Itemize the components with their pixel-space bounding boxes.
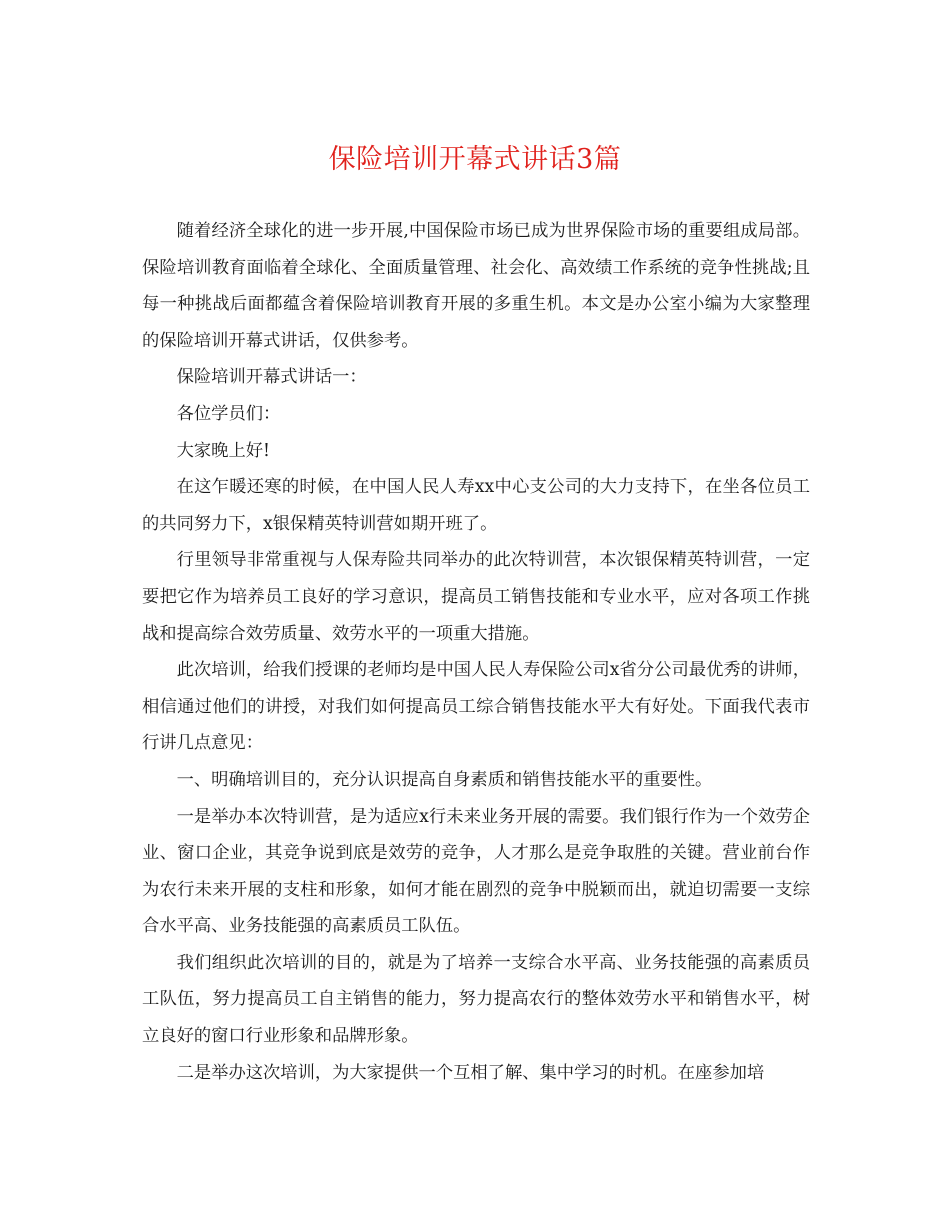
paragraph-greeting: 大家晚上好! <box>176 440 270 461</box>
document-title: 保险培训开幕式讲话3篇 <box>328 144 622 175</box>
paragraph-importance: 行里领导非常重视与人保寿险共同举办的此次特训营，本次银保精英特训营，一定要把它作为培养员工良好的学习意识，提高员工销售技能和专业水平，应对各项工作挑战和提高综合效劳质量、效劳水平的一项重大措施。 <box>142 550 810 644</box>
paragraph-teachers: 此次培训，给我们授课的老师均是中国人民人寿保险公司x省分公司最优秀的讲师，相信通过他们的讲授，对我们如何提高员工综合销售技能水平大有好处。下面我代表市行讲几点意见： <box>142 660 810 754</box>
paragraph-opening: 在这乍暖还寒的时候，在中国人民人寿xx中心支公司的大力支持下，在坐各位员工的共同努力下，x银保精英特训营如期开班了。 <box>142 477 810 534</box>
paragraph-purpose: 我们组织此次培训的目的，就是为了培养一支综合水平高、业务技能强的高素质员工队伍，努力提高员工自主销售的能力，努力提高农行的整体效劳水平和销售水平，树立良好的窗口行业形象和品牌形象。 <box>142 952 810 1047</box>
paragraph-speech-one-heading: 保险培训开幕式讲话一： <box>176 367 367 388</box>
paragraph-section-one: 一、明确培训目的，充分认识提高自身素质和销售技能水平的重要性。 <box>176 769 713 790</box>
document-body <box>142 213 810 1091</box>
paragraph-intro: 随着经济全球化的进一步开展,中国保险市场已成为世界保险市场的重要组成局部。保险培训教育面临着全球化、全面质量管理、社会化、高效绩工作系统的竞争性挑战;且每一种挑战后面都蕴含着保险培训教育开展的多重生机。本文是办公室小编为大家整理的保险培训开幕式讲话，仅供参考。 <box>142 221 810 351</box>
paragraph-point-two: 二是举办这次培训，为大家提供一个互相了解、集中学习的时机。在座参加培 <box>176 1062 765 1083</box>
paragraph-point-one: 一是举办本次特训营，是为适应x行未来业务开展的需要。我们银行作为一个效劳企业、窗口企业，其竞争说到底是效劳的竞争，人才那么是竞争取胜的关键。营业前台作为农行未来开展的支柱和形象，如何才能在剧烈的竞争中脱颖而出，就迫切需要一支综合水平高、业务技能强的高素质员工队伍。 <box>142 806 810 937</box>
paragraph-salutation: 各位学员们： <box>176 403 281 424</box>
